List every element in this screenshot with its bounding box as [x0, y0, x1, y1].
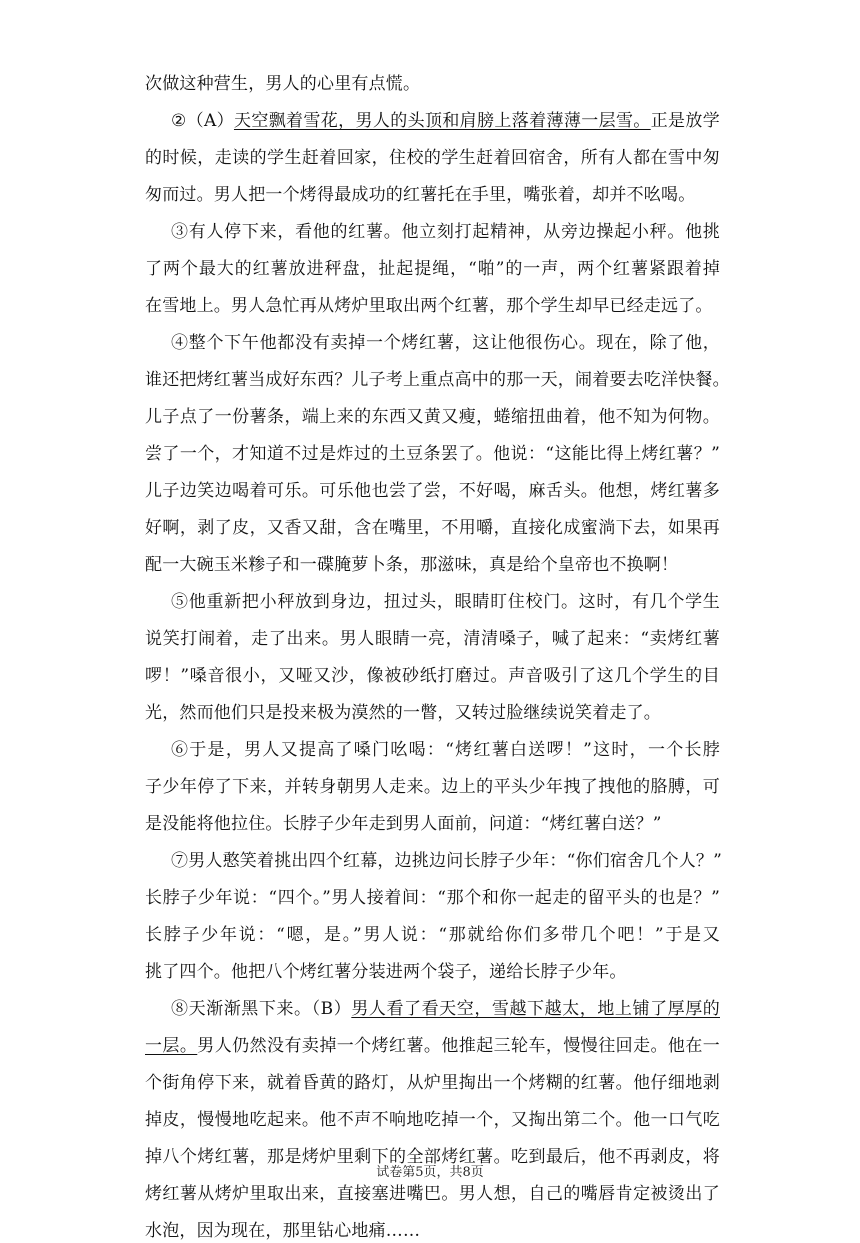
text-line: 尝了一个，才知道不过是炸过的土豆条罢了。他说：“这能比得上烤红薯？”: [145, 444, 720, 464]
text-line: 说笑打闹着，走了出来。男人眼睛一亮，清清嗓子，喊了起来：“卖烤红薯: [145, 629, 720, 649]
text-line: ⑦男人憨笑着挑出四个红幕，边挑边问长脖子少年：“你们宿舍几个人？”: [171, 851, 722, 871]
text-line: 次做这种营生，男人的心里有点慌。: [145, 74, 421, 94]
text-line: [171, 997, 720, 1021]
text-line: 光，然而他们只是投来极为漠然的一瞥，又转过脸继续说笑着走了。: [145, 703, 661, 723]
text-line: ③有人停下来，看他的红薯。他立刻打起精神，从旁边操起小秤。他挑: [171, 222, 720, 242]
text-line: [171, 109, 720, 133]
text-line: 子少年停了下来，并转身朝男人走来。边上的平头少年拽了拽他的胳膊，可: [145, 777, 720, 797]
paragraph-marker: ②（A）: [171, 111, 234, 131]
text-line: 在雪地上。男人急忙再从烤炉里取出两个红薯，那个学生却早已经走远了。: [145, 296, 713, 316]
text-line: 的时候，走读的学生赶着回家，住校的学生赶着回宿舍，所有人都在雪中匆: [145, 148, 720, 168]
line-tail: 正是放学: [650, 111, 720, 131]
text-line: 儿子点了一份薯条，端上来的东西又黄又瘦，蜷缩扭曲着，他不知为何物。: [145, 407, 720, 427]
text-line: 好啊，剥了皮，又香又甜，含在嘴里，不用嚼，直接化成蜜淌下去，如果再: [145, 518, 720, 538]
text-line: 啰！”嗓音很小，又哑又沙，像被砂纸打磨过。声音吸引了这几个学生的目: [145, 666, 720, 686]
underlined-sentence-b-cont: 一层。: [145, 1036, 198, 1056]
text-line: 儿子边笑边喝着可乐。可乐他也尝了尝，不好喝，麻舌头。他想，烤红薯多: [145, 481, 720, 501]
text-line: 配一大碗玉米糁子和一碟腌萝卜条，那滋味，真是给个皇帝也不换啊！: [145, 555, 679, 575]
paragraph-marker: ⑧天渐渐黑下来。（B）: [171, 999, 352, 1019]
text-line: ⑤他重新把小秤放到身边，扭过头，眼睛盯住校门。这时，有几个学生: [171, 592, 720, 612]
text-line: 掉八个烤红薯，那是烤炉里剩下的全部烤红薯。吃到最后，他不再剥皮，将: [145, 1147, 720, 1167]
text-line: 是没能将他拉住。长脖子少年走到男人面前，问道：“烤红薯白送？”: [145, 814, 662, 834]
text-line: 长脖子少年说：“嗯，是。”男人说：“那就给你们多带几个吧！”于是又: [145, 925, 720, 945]
underlined-sentence-a: 天空飘着雪花，男人的头顶和肩膀上落着薄薄一层雪。: [233, 111, 651, 131]
text-line: 长脖子少年说：“四个。”男人接着间：“那个和你一起走的留平头的也是？”: [145, 888, 720, 908]
text-line: 了两个最大的红薯放进秤盘，扯起提绳，“啪”的一声，两个红薯紧跟着掉: [145, 259, 720, 279]
text-line: 谁还把烤红薯当成好东西？儿子考上重点高中的那一天，闹着要去吃洋快餐。: [145, 370, 730, 390]
text-line: 水泡，因为现在，那里钻心地痛……: [145, 1221, 421, 1241]
text-line: ④整个下午他都没有卖掉一个烤红薯，这让他很伤心。现在，除了他，: [171, 333, 720, 353]
underlined-sentence-b: 男人看了看天空，雪越下越太，地上铺了厚厚的: [351, 999, 720, 1019]
line-tail: 男人仍然没有卖掉一个烤红薯。他推起三轮车，慢慢往回走。他在一: [197, 1036, 720, 1056]
text-line: 匆而过。男人把一个烤得最成功的红薯托在手里，嘴张着，却并不吆喝。: [145, 185, 696, 205]
text-line: 烤红薯从烤炉里取出来，直接塞进嘴巴。男人想，自己的嘴唇肯定被烫出了: [145, 1184, 720, 1204]
text-line: 挑了四个。他把八个烤红薯分装进两个袋子，递给长脖子少年。: [145, 962, 627, 982]
text-line: [145, 1034, 720, 1058]
text-line: ⑥于是，男人又提高了嗓门吆喝：“烤红薯白送啰！”这时，一个长脖: [171, 740, 720, 760]
text-line: 个街角停下来，就着昏黄的路灯，从炉里掏出一个烤糊的红薯。他仔细地剥: [145, 1073, 720, 1093]
text-line: 掉皮，慢慢地吃起来。他不声不响地吃掉一个，又掏出第二个。他一口气吃: [145, 1110, 720, 1130]
page-footer: 试卷第5页，共8页: [376, 1165, 484, 1180]
